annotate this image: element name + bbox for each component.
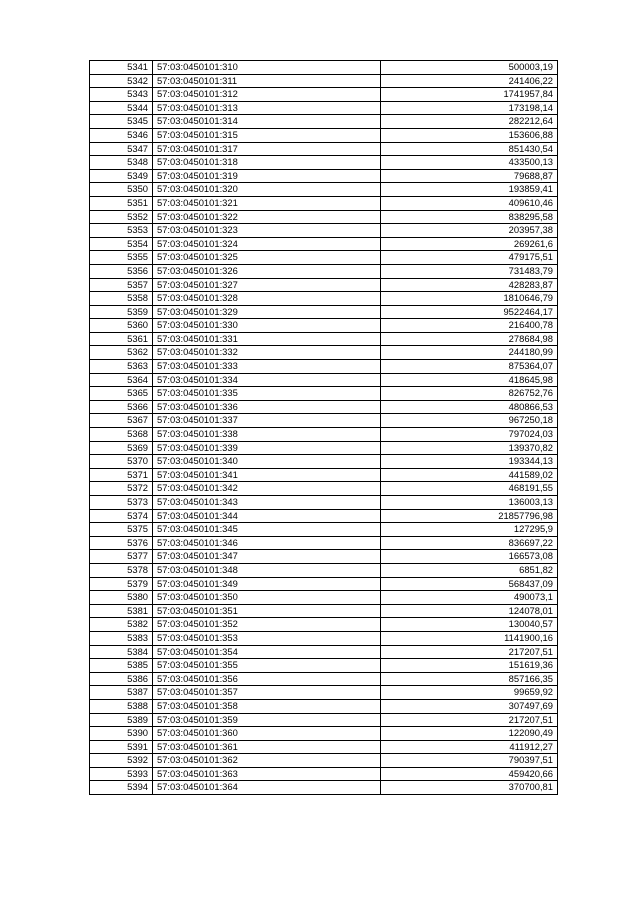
cadastral-number-cell: 57:03:0450101:356 [153,672,381,686]
value-cell: 441589,02 [381,468,558,482]
row-number-cell: 5373 [90,496,153,510]
row-number-cell: 5381 [90,604,153,618]
value-cell: 479175,51 [381,251,558,265]
row-number-cell: 5378 [90,563,153,577]
value-cell: 130040,57 [381,618,558,632]
value-cell: 836697,22 [381,536,558,550]
value-cell: 282212,64 [381,115,558,129]
cadastral-number-cell: 57:03:0450101:327 [153,278,381,292]
value-cell: 500003,19 [381,61,558,75]
value-cell: 193344,13 [381,455,558,469]
cadastral-number-cell: 57:03:0450101:354 [153,645,381,659]
table-row [90,251,558,265]
row-number-cell: 5388 [90,699,153,713]
table-row [90,292,558,306]
cadastral-number-cell: 57:03:0450101:338 [153,428,381,442]
value-cell: 79688,87 [381,169,558,183]
table-row [90,373,558,387]
cadastral-number-cell: 57:03:0450101:347 [153,550,381,564]
cadastral-number-cell: 57:03:0450101:345 [153,523,381,537]
value-cell: 216400,78 [381,319,558,333]
value-cell: 468191,55 [381,482,558,496]
cadastral-number-cell: 57:03:0450101:324 [153,237,381,251]
value-cell: 418645,98 [381,373,558,387]
table-row [90,468,558,482]
value-cell: 731483,79 [381,264,558,278]
table-row [90,645,558,659]
table-row [90,727,558,741]
value-cell: 490073,1 [381,591,558,605]
row-number-cell: 5348 [90,156,153,170]
row-number-cell: 5355 [90,251,153,265]
cadastral-number-cell: 57:03:0450101:357 [153,686,381,700]
table-row [90,577,558,591]
value-cell: 1741957,84 [381,88,558,102]
table-row [90,686,558,700]
table-row [90,428,558,442]
table-row [90,414,558,428]
table-row [90,332,558,346]
cadastral-number-cell: 57:03:0450101:362 [153,754,381,768]
row-number-cell: 5383 [90,631,153,645]
row-number-cell: 5341 [90,61,153,75]
value-cell: 568437,09 [381,577,558,591]
row-number-cell: 5349 [90,169,153,183]
row-number-cell: 5385 [90,659,153,673]
table-row [90,74,558,88]
table-body [90,61,558,795]
table-row [90,128,558,142]
value-cell: 967250,18 [381,414,558,428]
row-number-cell: 5359 [90,305,153,319]
row-number-cell: 5352 [90,210,153,224]
row-number-cell: 5354 [90,237,153,251]
row-number-cell: 5369 [90,441,153,455]
cadastral-number-cell: 57:03:0450101:339 [153,441,381,455]
row-number-cell: 5375 [90,523,153,537]
table-row [90,631,558,645]
cadastral-number-cell: 57:03:0450101:346 [153,536,381,550]
row-number-cell: 5392 [90,754,153,768]
cadastral-number-cell: 57:03:0450101:314 [153,115,381,129]
table-row [90,550,558,564]
row-number-cell: 5360 [90,319,153,333]
cadastral-value-table [89,60,558,795]
table-row [90,659,558,673]
row-number-cell: 5350 [90,183,153,197]
value-cell: 127295,9 [381,523,558,537]
value-cell: 790397,51 [381,754,558,768]
cadastral-number-cell: 57:03:0450101:363 [153,767,381,781]
row-number-cell: 5389 [90,713,153,727]
value-cell: 139370,82 [381,441,558,455]
cadastral-number-cell: 57:03:0450101:319 [153,169,381,183]
row-number-cell: 5356 [90,264,153,278]
row-number-cell: 5351 [90,196,153,210]
value-cell: 203957,38 [381,224,558,238]
table-row [90,264,558,278]
cadastral-number-cell: 57:03:0450101:321 [153,196,381,210]
value-cell: 122090,49 [381,727,558,741]
value-cell: 278684,98 [381,332,558,346]
value-cell: 838295,58 [381,210,558,224]
cadastral-number-cell: 57:03:0450101:312 [153,88,381,102]
value-cell: 6851,82 [381,563,558,577]
row-number-cell: 5366 [90,400,153,414]
cadastral-number-cell: 57:03:0450101:350 [153,591,381,605]
table-row [90,740,558,754]
table-row [90,482,558,496]
table-row [90,699,558,713]
table-row [90,278,558,292]
value-cell: 307497,69 [381,699,558,713]
table-row [90,360,558,374]
row-number-cell: 5379 [90,577,153,591]
cadastral-number-cell: 57:03:0450101:310 [153,61,381,75]
value-cell: 9522464,17 [381,305,558,319]
table-row [90,604,558,618]
cadastral-number-cell: 57:03:0450101:333 [153,360,381,374]
cadastral-number-cell: 57:03:0450101:320 [153,183,381,197]
table-row [90,387,558,401]
row-number-cell: 5384 [90,645,153,659]
table-row [90,441,558,455]
table-row [90,713,558,727]
cadastral-number-cell: 57:03:0450101:361 [153,740,381,754]
row-number-cell: 5371 [90,468,153,482]
cadastral-number-cell: 57:03:0450101:313 [153,101,381,115]
row-number-cell: 5390 [90,727,153,741]
cadastral-number-cell: 57:03:0450101:359 [153,713,381,727]
cadastral-number-cell: 57:03:0450101:328 [153,292,381,306]
table-row [90,196,558,210]
table-row [90,101,558,115]
value-cell: 173198,14 [381,101,558,115]
cadastral-number-cell: 57:03:0450101:341 [153,468,381,482]
table-row [90,781,558,795]
row-number-cell: 5393 [90,767,153,781]
value-cell: 409610,46 [381,196,558,210]
cadastral-number-cell: 57:03:0450101:364 [153,781,381,795]
cadastral-number-cell: 57:03:0450101:342 [153,482,381,496]
value-cell: 244180,99 [381,346,558,360]
value-cell: 151619,36 [381,659,558,673]
value-cell: 217207,51 [381,713,558,727]
row-number-cell: 5353 [90,224,153,238]
table-row [90,754,558,768]
table-row [90,346,558,360]
cadastral-number-cell: 57:03:0450101:331 [153,332,381,346]
row-number-cell: 5357 [90,278,153,292]
row-number-cell: 5358 [90,292,153,306]
table-row [90,156,558,170]
table-row [90,767,558,781]
table-row [90,142,558,156]
table-row [90,496,558,510]
row-number-cell: 5346 [90,128,153,142]
value-cell: 99659,92 [381,686,558,700]
cadastral-number-cell: 57:03:0450101:334 [153,373,381,387]
cadastral-number-cell: 57:03:0450101:322 [153,210,381,224]
table-row [90,618,558,632]
value-cell: 857166,35 [381,672,558,686]
value-cell: 166573,08 [381,550,558,564]
table-row [90,224,558,238]
value-cell: 153606,88 [381,128,558,142]
table-row [90,563,558,577]
row-number-cell: 5365 [90,387,153,401]
cadastral-number-cell: 57:03:0450101:349 [153,577,381,591]
table-row [90,183,558,197]
table-row [90,400,558,414]
value-cell: 124078,01 [381,604,558,618]
cadastral-number-cell: 57:03:0450101:340 [153,455,381,469]
row-number-cell: 5376 [90,536,153,550]
table-row [90,672,558,686]
row-number-cell: 5377 [90,550,153,564]
table-row [90,88,558,102]
value-cell: 136003,13 [381,496,558,510]
cadastral-number-cell: 57:03:0450101:323 [153,224,381,238]
row-number-cell: 5391 [90,740,153,754]
table-row [90,536,558,550]
value-cell: 428283,87 [381,278,558,292]
value-cell: 459420,66 [381,767,558,781]
table-row [90,319,558,333]
row-number-cell: 5372 [90,482,153,496]
row-number-cell: 5367 [90,414,153,428]
table-row [90,115,558,129]
row-number-cell: 5382 [90,618,153,632]
cadastral-number-cell: 57:03:0450101:318 [153,156,381,170]
row-number-cell: 5368 [90,428,153,442]
table-row [90,509,558,523]
row-number-cell: 5370 [90,455,153,469]
cadastral-number-cell: 57:03:0450101:344 [153,509,381,523]
value-cell: 851430,54 [381,142,558,156]
table-row [90,523,558,537]
row-number-cell: 5344 [90,101,153,115]
cadastral-number-cell: 57:03:0450101:332 [153,346,381,360]
table-row [90,61,558,75]
row-number-cell: 5387 [90,686,153,700]
table-row [90,210,558,224]
value-cell: 269261,6 [381,237,558,251]
row-number-cell: 5364 [90,373,153,387]
row-number-cell: 5343 [90,88,153,102]
value-cell: 241406,22 [381,74,558,88]
value-cell: 21857796,98 [381,509,558,523]
row-number-cell: 5345 [90,115,153,129]
row-number-cell: 5394 [90,781,153,795]
cadastral-number-cell: 57:03:0450101:348 [153,563,381,577]
cadastral-number-cell: 57:03:0450101:343 [153,496,381,510]
row-number-cell: 5380 [90,591,153,605]
cadastral-number-cell: 57:03:0450101:336 [153,400,381,414]
row-number-cell: 5363 [90,360,153,374]
value-cell: 217207,51 [381,645,558,659]
cadastral-number-cell: 57:03:0450101:317 [153,142,381,156]
table-row [90,305,558,319]
row-number-cell: 5362 [90,346,153,360]
table-row [90,237,558,251]
cadastral-number-cell: 57:03:0450101:353 [153,631,381,645]
row-number-cell: 5347 [90,142,153,156]
cadastral-number-cell: 57:03:0450101:330 [153,319,381,333]
cadastral-number-cell: 57:03:0450101:315 [153,128,381,142]
cadastral-number-cell: 57:03:0450101:358 [153,699,381,713]
cadastral-number-cell: 57:03:0450101:326 [153,264,381,278]
value-cell: 1141900,16 [381,631,558,645]
cadastral-number-cell: 57:03:0450101:360 [153,727,381,741]
cadastral-number-cell: 57:03:0450101:335 [153,387,381,401]
value-cell: 826752,76 [381,387,558,401]
table-row [90,455,558,469]
value-cell: 1810646,79 [381,292,558,306]
value-cell: 797024,03 [381,428,558,442]
cadastral-number-cell: 57:03:0450101:351 [153,604,381,618]
value-cell: 370700,81 [381,781,558,795]
value-cell: 411912,27 [381,740,558,754]
value-cell: 193859,41 [381,183,558,197]
table-row [90,169,558,183]
cadastral-number-cell: 57:03:0450101:329 [153,305,381,319]
row-number-cell: 5386 [90,672,153,686]
value-cell: 480866,53 [381,400,558,414]
table-row [90,591,558,605]
value-cell: 875364,07 [381,360,558,374]
cadastral-number-cell: 57:03:0450101:355 [153,659,381,673]
cadastral-number-cell: 57:03:0450101:325 [153,251,381,265]
row-number-cell: 5374 [90,509,153,523]
row-number-cell: 5361 [90,332,153,346]
cadastral-number-cell: 57:03:0450101:311 [153,74,381,88]
cadastral-number-cell: 57:03:0450101:337 [153,414,381,428]
value-cell: 433500,13 [381,156,558,170]
row-number-cell: 5342 [90,74,153,88]
cadastral-number-cell: 57:03:0450101:352 [153,618,381,632]
